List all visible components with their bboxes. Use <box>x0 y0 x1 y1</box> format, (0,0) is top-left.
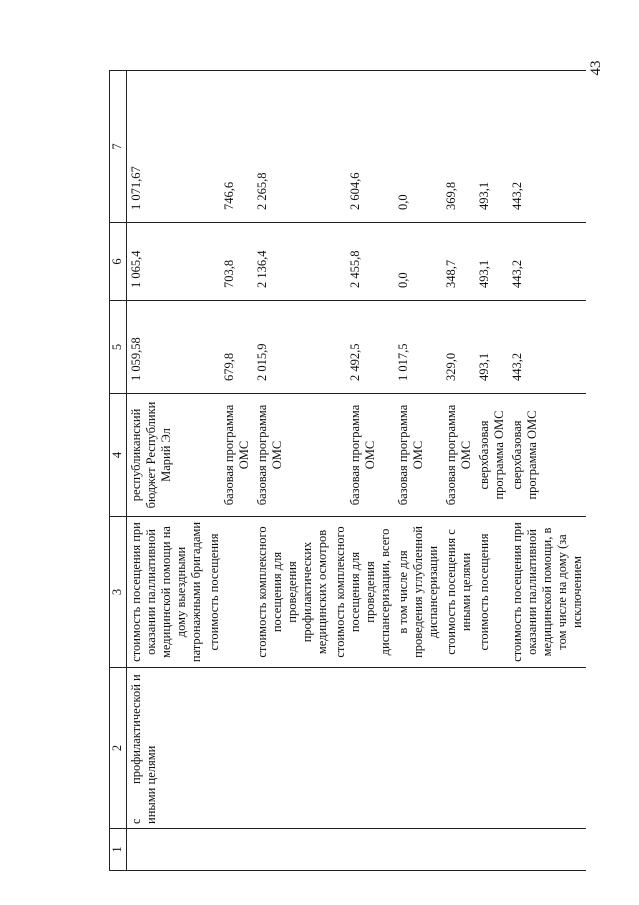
cell-value-col7: 2 604,6 <box>331 71 394 223</box>
cell-description: стоимость посещения <box>475 517 508 668</box>
cell-source: базовая программа ОМС <box>253 394 331 517</box>
cell-source: республиканский бюджет Республики Марий Эл <box>127 394 206 517</box>
cell-description: стоимость посещения с иными целями <box>442 517 475 668</box>
header-cell: 7 <box>110 71 127 223</box>
cell-value-col7: 2 265,8 <box>253 71 331 223</box>
header-cell: 3 <box>110 517 127 668</box>
cell-description: стоимость посещения при оказании паллиативной медицинской помощи, в том числе на дому (за исключением <box>508 517 586 668</box>
cell-value-col7: 443,2 <box>508 71 586 223</box>
cell-value-col7: 746,6 <box>205 71 253 223</box>
cell-value-col5: 679,8 <box>205 301 253 394</box>
cell-value-col5: 2 015,9 <box>253 301 331 394</box>
cell-source: базовая программа ОМС <box>394 394 442 517</box>
cell-source: сверхбазовая программа ОМС <box>475 394 508 517</box>
tariff-table <box>109 70 586 871</box>
cell-value-col5: 443,2 <box>508 301 586 394</box>
cell-source: сверхбазовая программа ОМС <box>508 394 586 517</box>
cell-value-col6: 493,1 <box>475 223 508 301</box>
cell-source: базовая программа ОМС <box>205 394 253 517</box>
header-cell: 5 <box>110 301 127 394</box>
cell-value-col7: 369,8 <box>442 71 475 223</box>
cell-value-col5: 1 059,58 <box>127 301 206 394</box>
cell-value-col6: 348,7 <box>442 223 475 301</box>
header-row <box>110 71 127 871</box>
table-row <box>127 71 206 871</box>
cell-value-col7: 1 071,67 <box>127 71 206 223</box>
cell-description: в том числе для проведения углубленной диспансеризации <box>394 517 442 668</box>
cell-description: стоимость комплексного посещения для проведения диспансеризации, всего <box>331 517 394 668</box>
cell-value-col7: 0,0 <box>394 71 442 223</box>
section-title: профилактической и иными целями <box>129 674 158 824</box>
cell-source: базовая программа ОМС <box>331 394 394 517</box>
cell-value-col6: 703,8 <box>205 223 253 301</box>
cell-source: базовая программа ОМС <box>442 394 475 517</box>
cell-description: стоимость посещения <box>205 517 253 668</box>
cell-col1-empty <box>205 829 586 871</box>
cell-value-col5: 2 492,5 <box>331 301 394 394</box>
header-cell: 2 <box>110 668 127 829</box>
header-cell: 6 <box>110 223 127 301</box>
cell-value-col7: 493,1 <box>475 71 508 223</box>
header-cell: 1 <box>110 829 127 871</box>
cell-description: стоимость комплексного посещения для проведения профилактических медицинских осмотров <box>253 517 331 668</box>
cell-value-col6: 0,0 <box>394 223 442 301</box>
cell-col1 <box>127 829 206 871</box>
section-prefix: с <box>129 818 143 824</box>
cell-value-col5: 493,1 <box>475 301 508 394</box>
cell-value-col6: 1 065,4 <box>127 223 206 301</box>
rotated-table-container <box>109 71 635 871</box>
cell-section-title <box>127 668 587 829</box>
cell-description: стоимость посещения при оказании паллиативной медицинской помощи на дому выездными патронажными бригадами <box>127 517 206 668</box>
header-cell: 4 <box>110 394 127 517</box>
cell-value-col6: 443,2 <box>508 223 586 301</box>
page-number: 43 <box>588 60 604 76</box>
cell-value-col5: 329,0 <box>442 301 475 394</box>
cell-value-col6: 2 136,4 <box>253 223 331 301</box>
cell-value-col6: 2 455,8 <box>331 223 394 301</box>
cell-value-col5: 1 017,5 <box>394 301 442 394</box>
